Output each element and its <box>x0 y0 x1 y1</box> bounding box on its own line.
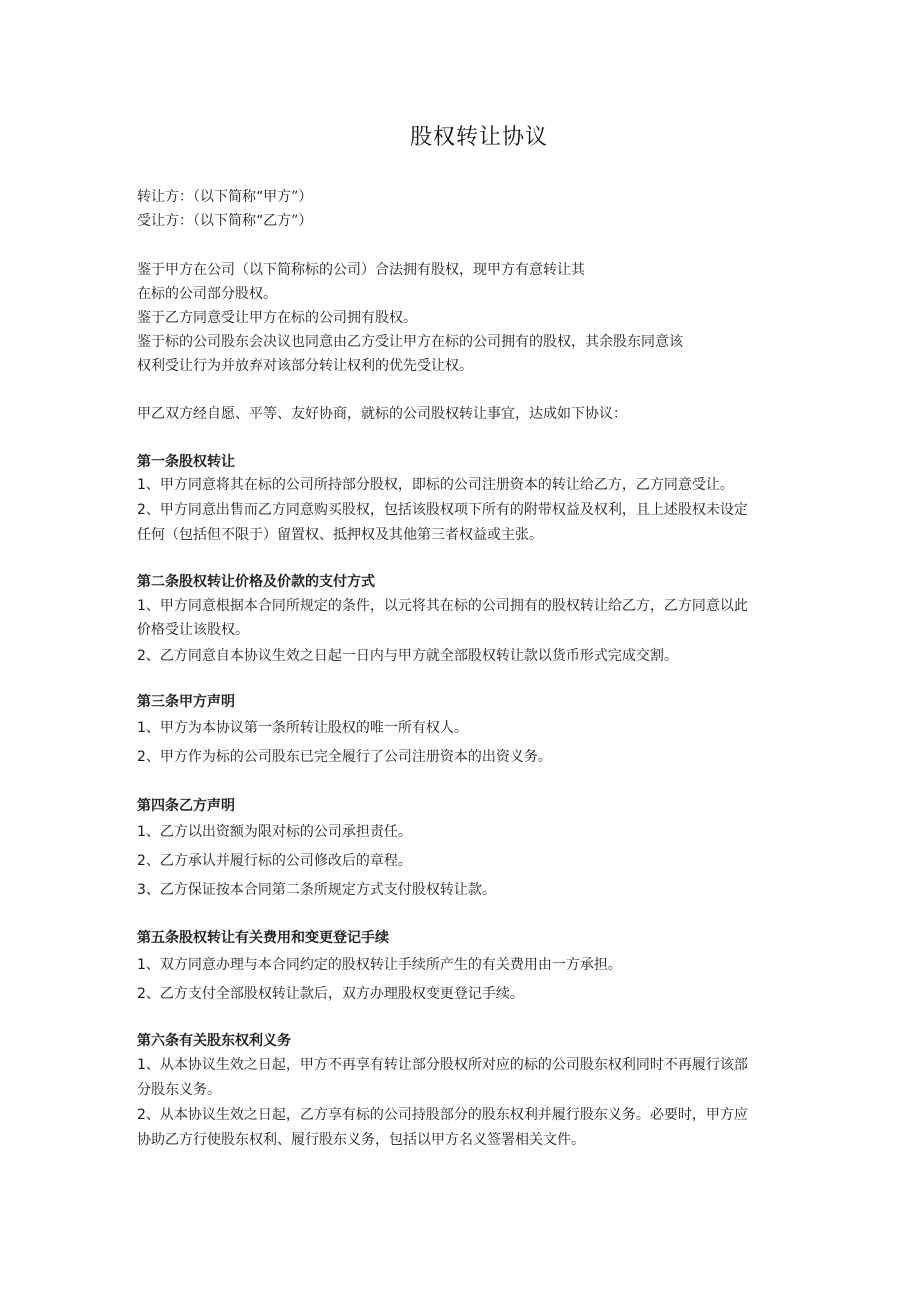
clause-line: 1、乙方以出资额为限对标的公司承担责任。 <box>137 824 412 840</box>
recital-line: 权利受让行为并放弃对该部分转让权利的优先受让权。 <box>137 358 473 374</box>
clause-line: 1、从本协议生效之日起，甲方不再享有转让部分股权所对应的标的公司股东权利同时不再履行该部 <box>137 1057 748 1073</box>
party-transferor: 转让方：（以下简称“甲方”） <box>137 189 313 205</box>
clause-line: 2、从本协议生效之日起，乙方享有标的公司持股部分的股东权利并履行股东义务。必要时，甲方应 <box>137 1107 748 1123</box>
clause-line: 1、甲方为本协议第一条所转让股权的唯一所有权人。 <box>137 720 468 736</box>
article-heading: 第六条有关股东权利义务 <box>137 1033 291 1049</box>
clause-line: 2、甲方作为标的公司股东已完全履行了公司注册资本的出资义务。 <box>137 749 552 765</box>
recital-line: 在标的公司部分股权。 <box>137 286 277 302</box>
party-transferee: 受让方：（以下简称“乙方”） <box>137 213 313 229</box>
clause-line: 3、乙方保证按本合同第二条所规定方式支付股权转让款。 <box>137 882 496 898</box>
clause-line: 1、甲方同意根据本合同所规定的条件，以元将其在标的公司拥有的股权转让给乙方，乙方同意以此 <box>137 598 748 614</box>
recital-line: 鉴于乙方同意受让甲方在标的公司拥有股权。 <box>137 310 417 326</box>
agreement-intro: 甲乙双方经自愿、平等、友好协商，就标的公司股权转让事宜，达成如下协议： <box>137 406 627 422</box>
article-heading: 第五条股权转让有关费用和变更登记手续 <box>137 930 389 946</box>
clause-line: 分股东义务。 <box>137 1082 221 1098</box>
clause-line: 价格受让该股权。 <box>137 622 249 638</box>
clause-line: 协助乙方行使股东权利、履行股东义务，包括以甲方名义签署相关文件。 <box>137 1132 585 1148</box>
article-heading: 第四条乙方声明 <box>137 798 235 814</box>
recital-line: 鉴于甲方在公司（以下简称标的公司）合法拥有股权，现甲方有意转让其 <box>137 262 585 278</box>
clause-line: 任何（包括但不限于）留置权、抵押权及其他第三者权益或主张。 <box>137 527 543 543</box>
clause-line: 2、乙方支付全部股权转让款后，双方办理股权变更登记手续。 <box>137 986 524 1002</box>
article-heading: 第二条股权转让价格及价款的支付方式 <box>137 574 375 590</box>
clause-line: 2、乙方承认并履行标的公司修改后的章程。 <box>137 853 412 869</box>
clause-line: 1、甲方同意将其在标的公司所持部分股权，即标的公司注册资本的转让给乙方，乙方同意受让。 <box>137 477 734 493</box>
recital-line: 鉴于标的公司股东会决议也同意由乙方受让甲方在标的公司拥有的股权，其余股东同意该 <box>137 334 683 350</box>
clause-line: 2、甲方同意出售而乙方同意购买股权，包括该股权项下所有的附带权益及权利，且上述股权未设定 <box>137 502 748 518</box>
document-title: 股权转让协议 <box>409 125 548 150</box>
clause-line: 1、双方同意办理与本合同约定的股权转让手续所产生的有关费用由一方承担。 <box>137 957 622 973</box>
article-heading: 第一条股权转让 <box>137 454 235 470</box>
article-heading: 第三条甲方声明 <box>137 694 235 710</box>
clause-line: 2、乙方同意自本协议生效之日起一日内与甲方就全部股权转让款以货币形式完成交割。 <box>137 648 678 664</box>
